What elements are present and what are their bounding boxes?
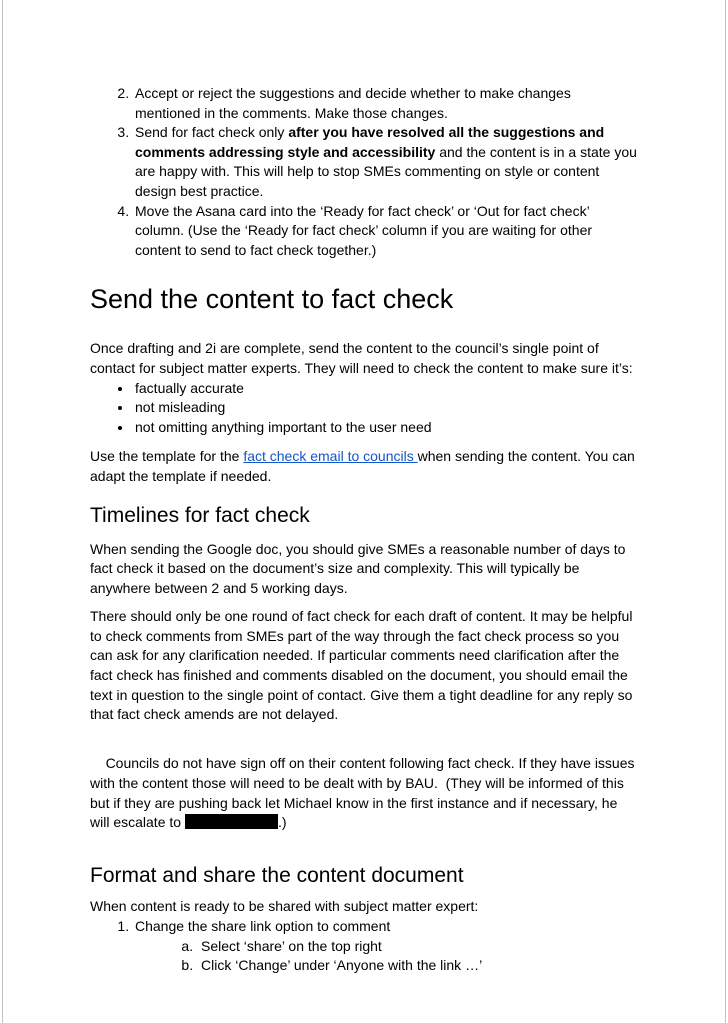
list-item — [133, 917, 638, 976]
list-item-text: Send for fact check only — [135, 124, 289, 141]
paragraph-councils-sign-off — [90, 735, 638, 853]
list-item — [133, 123, 638, 201]
list-item: • not misleading — [133, 398, 638, 418]
paragraph-use-template — [90, 447, 638, 486]
paragraph-when-content-ready: When content is ready to be shared with subject matter expert: — [90, 898, 479, 915]
list-item — [133, 84, 638, 123]
list-item-text: Move the Asana card into the ‘Ready for fact check’ or ‘Out for fact check’ column. (Use the ‘Ready for fact check’ column if you are waiting for other content to send to fact check together.) — [135, 202, 593, 258]
share-steps-list — [90, 917, 638, 976]
paragraph-text: .) — [277, 814, 287, 831]
redaction-bar — [185, 814, 278, 829]
paragraph-text: when sending the content. You can adapt the template if needed. — [90, 448, 635, 484]
bold-text: after you have resolved all the suggestions and comments addressing style and accessibility — [135, 124, 605, 160]
list-item: • factually accurate — [133, 379, 638, 399]
paragraph-once-drafting: Once drafting and 2i are complete, send the content to the council’s single point of contact for subject matter experts. They will need to check the content to make sure it’s: — [90, 340, 633, 376]
list-item: • not omitting anything important to the user need — [133, 418, 638, 438]
list-item-text: Change the share link option to comment — [135, 918, 391, 934]
fact-check-email-link[interactable]: fact check email to councils — [243, 448, 418, 465]
paragraph-text: Councils do not have sign off on their content following fact check. If they have issues with the content those will need to be dealt with by BAU. (They will be informed of this but if they are pushing back let Michael know in the first instance and if necessary, he will escalate to — [90, 755, 639, 831]
paragraph-when-sending: When sending the Google doc, you should give SMEs a reasonable number of days to fact check it based on the document’s size and complexity. This will typically be anywhere between 2 and 5 working days. — [90, 540, 626, 596]
document-page — [2, 0, 726, 1023]
list-item-text: Accept or reject the suggestions and decide whether to make changes mentioned in the comments. Make those changes. — [135, 85, 571, 121]
list-item-text: and the content is in a state you are happy with. This will help to stop SMEs commenting on style or content design best practice. — [135, 143, 637, 199]
list-item: b. Click ‘Change’ under ‘Anyone with the link …’ — [197, 956, 638, 976]
paragraph-text: Use the template for the — [90, 448, 244, 465]
paragraph-one-round: There should only be one round of fact check for each draft of content. It may be helpful to check comments from SMEs part of the way through the fact check process so you can ask for any clarification needed. If particular comments need clarification after the fact check has finished and comments disabled on the document, you should email the text in question to the single point of contact. Give them a tight deadline for any reply so that fact check amends are not delayed. — [90, 608, 633, 723]
top-numbered-list — [90, 84, 638, 260]
fact-check-criteria-list — [90, 379, 638, 438]
heading-send-content-to-fact-check: Send the content to fact check — [90, 284, 454, 315]
list-item: a. Select ‘share’ on the top right — [197, 937, 638, 957]
list-item — [133, 202, 638, 261]
heading-timelines-for-fact-check: Timelines for fact check — [90, 503, 310, 527]
heading-format-and-share: Format and share the content document — [90, 864, 464, 888]
share-substeps-list — [135, 937, 638, 976]
